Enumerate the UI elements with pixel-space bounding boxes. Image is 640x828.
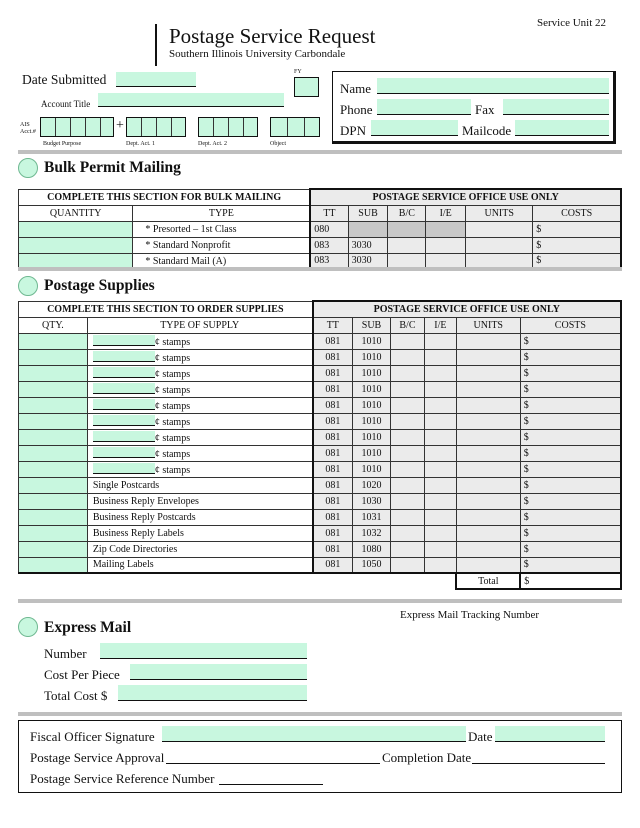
- reference-number-label: Postage Service Reference Number: [30, 771, 215, 786]
- fax-label: Fax: [475, 102, 495, 117]
- express-tracking-label: Express Mail Tracking Number: [400, 609, 540, 621]
- bulk-tt-cell: 080: [310, 221, 348, 237]
- divider-bar-1: [18, 150, 622, 154]
- supply-costs-cell: $: [520, 381, 621, 397]
- stamp-suffix: ¢ stamps: [154, 416, 191, 428]
- supply-sub-cell: 1010: [353, 397, 391, 413]
- supplies-col-units: UNITS: [456, 317, 520, 333]
- divider-bar-2: [18, 267, 622, 271]
- express-section-title: Express Mail: [44, 619, 132, 636]
- table-row: [19, 445, 622, 461]
- supply-tt-cell: 081: [313, 541, 353, 557]
- supply-type-cell: [87, 349, 312, 365]
- supply-units-cell: [456, 445, 520, 461]
- bulk-col-costs: COSTS: [533, 205, 621, 221]
- stamp-denomination-field[interactable]: [93, 415, 155, 426]
- bulk-table: [18, 188, 622, 270]
- supply-sub-cell: 1050: [353, 557, 391, 573]
- stamp-denomination-field[interactable]: [93, 335, 155, 346]
- supply-bc-cell: [390, 349, 424, 365]
- supply-bc-cell: [390, 509, 424, 525]
- table-row: [19, 557, 622, 573]
- supply-type-cell: Mailing Labels: [87, 557, 312, 573]
- supply-tt-cell: 081: [313, 477, 353, 493]
- supply-costs-cell: $: [520, 557, 621, 573]
- supply-qty-cell[interactable]: [19, 493, 88, 509]
- supply-sub-cell: 1010: [353, 413, 391, 429]
- supply-type-cell: Business Reply Labels: [87, 525, 312, 541]
- supply-costs-cell: $: [520, 445, 621, 461]
- supply-qty-cell[interactable]: [19, 461, 88, 477]
- phone-field[interactable]: [377, 99, 471, 115]
- supply-tt-cell: 081: [313, 461, 353, 477]
- dpn-label: DPN: [340, 123, 367, 138]
- supply-costs-cell: $: [520, 509, 621, 525]
- bulk-costs-cell: $: [533, 237, 621, 253]
- stamp-denomination-field[interactable]: [93, 431, 155, 442]
- bulk-section-icon: [18, 158, 38, 178]
- supply-tt-cell: 081: [313, 493, 353, 509]
- table-row: [19, 541, 622, 557]
- supplies-col-type: TYPE OF SUPPLY: [87, 317, 312, 333]
- supply-type-cell: [87, 333, 312, 349]
- object-field[interactable]: [270, 117, 320, 137]
- table-row: [19, 221, 622, 237]
- supply-tt-cell: 081: [313, 429, 353, 445]
- bulk-tt-cell: 083: [310, 237, 348, 253]
- supply-sub-cell: 1010: [353, 333, 391, 349]
- supply-units-cell: [456, 349, 520, 365]
- supply-units-cell: [456, 493, 520, 509]
- express-cost-field[interactable]: [130, 664, 307, 680]
- supply-ie-cell: [424, 557, 456, 573]
- supply-ie-cell: [424, 413, 456, 429]
- supply-qty-cell[interactable]: [19, 477, 88, 493]
- budget-purpose-field[interactable]: [40, 117, 114, 137]
- fiscal-officer-label: Fiscal Officer Signature: [30, 729, 155, 744]
- supplies-col-sub: SUB: [353, 317, 391, 333]
- table-row: [19, 349, 622, 365]
- bulk-type-cell: * Standard Mail (A): [133, 253, 310, 269]
- supply-bc-cell: [390, 557, 424, 573]
- express-cost-label: Cost Per Piece: [44, 667, 120, 682]
- supply-bc-cell: [390, 397, 424, 413]
- stamp-suffix: ¢ stamps: [154, 352, 191, 364]
- table-row: [19, 381, 622, 397]
- plus-sign: +: [116, 118, 124, 133]
- supply-tt-cell: 081: [313, 557, 353, 573]
- supplies-total-cost: $: [520, 573, 621, 589]
- fax-field[interactable]: [503, 99, 609, 115]
- supplies-col-qty: QTY.: [19, 317, 88, 333]
- supply-bc-cell: [390, 493, 424, 509]
- supply-costs-cell: $: [520, 333, 621, 349]
- approval-line[interactable]: [166, 763, 380, 764]
- supply-type-cell: [87, 461, 312, 477]
- bulk-quantity-cell[interactable]: [19, 221, 133, 237]
- supply-sub-cell: 1080: [353, 541, 391, 557]
- supply-units-cell: [456, 381, 520, 397]
- supply-ie-cell: [424, 445, 456, 461]
- supply-costs-cell: $: [520, 461, 621, 477]
- supply-type-cell: [87, 445, 312, 461]
- table-row: [19, 493, 622, 509]
- dept-act-1-caption: Dept. Act. 1: [126, 141, 155, 147]
- supply-bc-cell: [390, 413, 424, 429]
- supply-tt-cell: 081: [313, 349, 353, 365]
- phone-label: Phone: [340, 102, 373, 117]
- table-row: [19, 397, 622, 413]
- supply-sub-cell: 1010: [353, 349, 391, 365]
- supply-type-cell: Zip Code Directories: [87, 541, 312, 557]
- supply-ie-cell: [424, 349, 456, 365]
- supply-costs-cell: $: [520, 429, 621, 445]
- bulk-section-title: Bulk Permit Mailing: [44, 159, 181, 176]
- supply-ie-cell: [424, 525, 456, 541]
- bulk-tt-cell: 083: [310, 253, 348, 269]
- supplies-section-icon: [18, 276, 38, 296]
- supplies-total-spacer: [19, 573, 457, 589]
- supply-costs-cell: $: [520, 413, 621, 429]
- bulk-right-header: POSTAGE SERVICE OFFICE USE ONLY: [310, 189, 621, 205]
- date-submitted-field[interactable]: [116, 72, 196, 87]
- supply-type-cell: [87, 397, 312, 413]
- reference-number-line[interactable]: [219, 784, 323, 785]
- supply-tt-cell: 081: [313, 365, 353, 381]
- name-field[interactable]: [377, 78, 609, 94]
- supply-tt-cell: 081: [313, 397, 353, 413]
- header-divider: [155, 24, 157, 66]
- bulk-bc-cell: [388, 237, 426, 253]
- supply-tt-cell: 081: [313, 413, 353, 429]
- stamp-denomination-field[interactable]: [93, 463, 155, 474]
- express-total-field[interactable]: [118, 685, 307, 701]
- supply-bc-cell: [390, 381, 424, 397]
- stamp-suffix: ¢ stamps: [154, 384, 191, 396]
- table-row: [19, 365, 622, 381]
- object-caption: Object: [270, 141, 286, 147]
- bulk-costs-cell: $: [533, 221, 621, 237]
- supplies-left-header: COMPLETE THIS SECTION TO ORDER SUPPLIES: [19, 301, 313, 317]
- bulk-sub-cell: 3030: [348, 253, 388, 269]
- bulk-ie-cell: [426, 237, 466, 253]
- supply-ie-cell: [424, 493, 456, 509]
- bulk-col-quantity: QUANTITY: [19, 205, 133, 221]
- supply-type-cell: [87, 413, 312, 429]
- divider-bar-3: [18, 599, 622, 603]
- supply-sub-cell: 1010: [353, 365, 391, 381]
- ais-label: AIS Acct.#: [20, 122, 36, 135]
- supply-sub-cell: 1010: [353, 445, 391, 461]
- supply-type-cell: [87, 429, 312, 445]
- supply-bc-cell: [390, 365, 424, 381]
- stamp-suffix: ¢ stamps: [154, 432, 191, 444]
- supply-qty-cell[interactable]: [19, 365, 88, 381]
- supply-tt-cell: 081: [313, 381, 353, 397]
- fiscal-officer-field[interactable]: [162, 726, 466, 742]
- bulk-left-header: COMPLETE THIS SECTION FOR BULK MAILING: [19, 189, 311, 205]
- supply-ie-cell: [424, 429, 456, 445]
- supply-units-cell: [456, 333, 520, 349]
- supplies-right-header: POSTAGE SERVICE OFFICE USE ONLY: [313, 301, 621, 317]
- table-row: [19, 461, 622, 477]
- completion-date-label: Completion Date: [382, 750, 472, 765]
- table-row: [19, 509, 622, 525]
- supply-type-cell: Business Reply Envelopes: [87, 493, 312, 509]
- stamp-denomination-field[interactable]: [93, 447, 155, 458]
- supply-sub-cell: 1030: [353, 493, 391, 509]
- stamp-denomination-field[interactable]: [93, 383, 155, 394]
- supply-units-cell: [456, 429, 520, 445]
- supply-qty-cell[interactable]: [19, 381, 88, 397]
- table-row: [19, 237, 622, 253]
- bulk-col-sub: SUB: [348, 205, 388, 221]
- supply-sub-cell: 1020: [353, 477, 391, 493]
- table-row: [19, 333, 622, 349]
- supply-ie-cell: [424, 477, 456, 493]
- supplies-table: [18, 300, 622, 590]
- supply-ie-cell: [424, 381, 456, 397]
- table-row: [19, 525, 622, 541]
- express-number-label: Number: [44, 646, 87, 661]
- stamp-denomination-field[interactable]: [93, 367, 155, 378]
- supply-bc-cell: [390, 477, 424, 493]
- supply-qty-cell[interactable]: [19, 445, 88, 461]
- completion-date-line[interactable]: [472, 763, 605, 764]
- bulk-col-bc: B/C: [388, 205, 426, 221]
- supply-sub-cell: 1031: [353, 509, 391, 525]
- supply-costs-cell: $: [520, 541, 621, 557]
- supplies-col-costs: COSTS: [520, 317, 621, 333]
- bulk-costs-cell: $: [533, 253, 621, 269]
- supplies-section-title: Postage Supplies: [44, 277, 155, 294]
- mailcode-label: Mailcode: [462, 123, 512, 138]
- date-submitted-label: Date Submitted: [22, 72, 107, 87]
- supply-bc-cell: [390, 461, 424, 477]
- bulk-type-cell: * Presorted – 1st Class: [133, 221, 310, 237]
- page-subtitle: Southern Illinois University Carbondale: [169, 48, 346, 60]
- supply-bc-cell: [390, 333, 424, 349]
- stamp-denomination-field[interactable]: [93, 399, 155, 410]
- bulk-col-units: UNITS: [466, 205, 533, 221]
- supply-qty-cell[interactable]: [19, 525, 88, 541]
- page-title: Postage Service Request: [169, 24, 376, 48]
- dept-act-2-caption: Dept. Act. 2: [198, 141, 227, 147]
- supply-units-cell: [456, 557, 520, 573]
- account-title-label: Account Title: [41, 99, 91, 109]
- supplies-col-ie: I/E: [424, 317, 456, 333]
- mailcode-field[interactable]: [515, 120, 609, 136]
- supply-costs-cell: $: [520, 397, 621, 413]
- supply-sub-cell: 1010: [353, 429, 391, 445]
- express-section-icon: [18, 617, 38, 637]
- supply-bc-cell: [390, 445, 424, 461]
- supply-tt-cell: 081: [313, 445, 353, 461]
- supplies-total-label: Total: [456, 573, 520, 589]
- dpn-field[interactable]: [371, 120, 458, 136]
- table-row: [19, 429, 622, 445]
- bulk-ie-cell: [426, 221, 466, 237]
- supply-qty-cell[interactable]: [19, 333, 88, 349]
- supply-bc-cell: [390, 541, 424, 557]
- supply-ie-cell: [424, 333, 456, 349]
- supply-qty-cell[interactable]: [19, 509, 88, 525]
- supply-costs-cell: $: [520, 349, 621, 365]
- table-row: [19, 477, 622, 493]
- dept-act-2-field[interactable]: [198, 117, 258, 137]
- date-field[interactable]: [495, 726, 605, 742]
- fy-label: FY: [294, 69, 302, 75]
- supply-sub-cell: 1010: [353, 381, 391, 397]
- date-label: Date: [468, 729, 493, 744]
- fy-field[interactable]: [294, 77, 319, 97]
- supply-sub-cell: 1032: [353, 525, 391, 541]
- supply-qty-cell[interactable]: [19, 349, 88, 365]
- account-title-field[interactable]: [98, 93, 284, 107]
- supplies-col-bc: B/C: [390, 317, 424, 333]
- stamp-suffix: ¢ stamps: [154, 336, 191, 348]
- bulk-type-cell: * Standard Nonprofit: [133, 237, 310, 253]
- supply-ie-cell: [424, 541, 456, 557]
- bulk-quantity-cell[interactable]: [19, 237, 133, 253]
- bulk-sub-cell: [348, 221, 388, 237]
- bulk-col-type: TYPE: [133, 205, 310, 221]
- bulk-units-cell: [466, 237, 533, 253]
- name-label: Name: [340, 81, 372, 96]
- supply-costs-cell: $: [520, 477, 621, 493]
- supply-sub-cell: 1010: [353, 461, 391, 477]
- supply-type-cell: [87, 381, 312, 397]
- budget-purpose-caption: Budget Purpose: [43, 141, 82, 147]
- bulk-bc-cell: [388, 221, 426, 237]
- supply-ie-cell: [424, 509, 456, 525]
- approval-label: Postage Service Approval: [30, 750, 165, 765]
- supply-bc-cell: [390, 525, 424, 541]
- supply-units-cell: [456, 413, 520, 429]
- bulk-col-ie: I/E: [426, 205, 466, 221]
- supply-bc-cell: [390, 429, 424, 445]
- supply-ie-cell: [424, 365, 456, 381]
- supply-tt-cell: 081: [313, 525, 353, 541]
- stamp-suffix: ¢ stamps: [154, 448, 191, 460]
- divider-bar-4: [18, 712, 622, 716]
- supplies-col-tt: TT: [313, 317, 353, 333]
- dept-act-1-field[interactable]: [126, 117, 186, 137]
- express-total-label: Total Cost $: [44, 688, 108, 703]
- supply-units-cell: [456, 365, 520, 381]
- supply-type-cell: Single Postcards: [87, 477, 312, 493]
- bulk-col-tt: TT: [310, 205, 348, 221]
- express-number-field[interactable]: [100, 643, 307, 659]
- supply-qty-cell[interactable]: [19, 557, 88, 573]
- supply-qty-cell[interactable]: [19, 397, 88, 413]
- supply-type-cell: [87, 365, 312, 381]
- supply-units-cell: [456, 525, 520, 541]
- supply-qty-cell[interactable]: [19, 429, 88, 445]
- supply-units-cell: [456, 397, 520, 413]
- stamp-suffix: ¢ stamps: [154, 368, 191, 380]
- supply-costs-cell: $: [520, 525, 621, 541]
- supply-tt-cell: 081: [313, 333, 353, 349]
- supply-ie-cell: [424, 461, 456, 477]
- supply-units-cell: [456, 477, 520, 493]
- stamp-suffix: ¢ stamps: [154, 464, 191, 476]
- supply-costs-cell: $: [520, 493, 621, 509]
- supply-ie-cell: [424, 397, 456, 413]
- supply-qty-cell[interactable]: [19, 541, 88, 557]
- supply-qty-cell[interactable]: [19, 413, 88, 429]
- service-unit: Service Unit 22: [537, 17, 607, 29]
- supply-units-cell: [456, 541, 520, 557]
- table-row: [19, 413, 622, 429]
- stamp-denomination-field[interactable]: [93, 351, 155, 362]
- bulk-units-cell: [466, 221, 533, 237]
- supply-costs-cell: $: [520, 365, 621, 381]
- supply-units-cell: [456, 509, 520, 525]
- supply-type-cell: Business Reply Postcards: [87, 509, 312, 525]
- bulk-sub-cell: 3030: [348, 237, 388, 253]
- supply-units-cell: [456, 461, 520, 477]
- stamp-suffix: ¢ stamps: [154, 400, 191, 412]
- supply-tt-cell: 081: [313, 509, 353, 525]
